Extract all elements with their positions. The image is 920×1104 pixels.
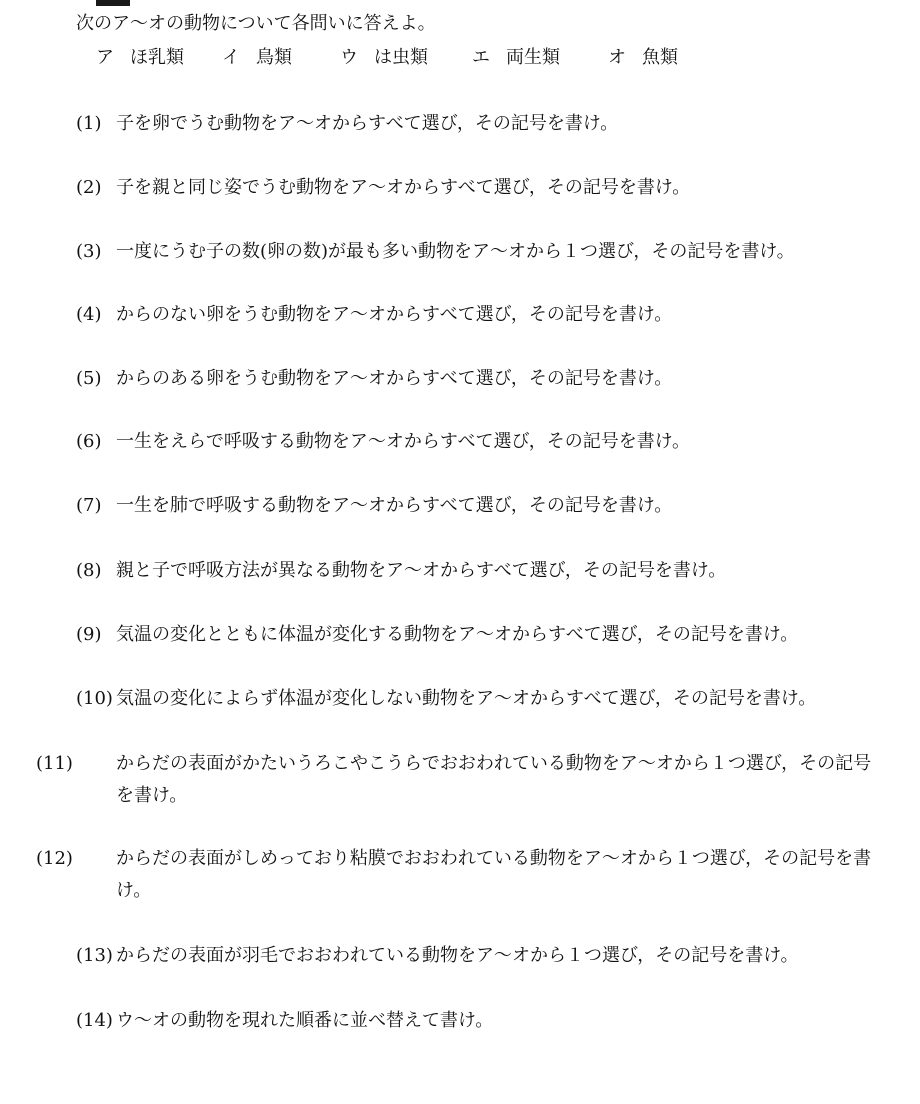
question-number: (4) [76, 304, 102, 325]
question-1 [76, 108, 866, 140]
question-text: 一生を肺で呼吸する動物をア～オからすべて選び，その記号を書け。 [116, 495, 673, 516]
choice-mark: ウ [340, 47, 358, 68]
question-8 [76, 555, 866, 587]
question-3 [76, 236, 866, 268]
choice-label: 両生類 [506, 47, 560, 68]
question-text: からのある卵をうむ動物をア～オからすべて選び，その記号を書け。 [116, 368, 673, 389]
question-text: からだの表面がかたいうろこやこうらでおおわれている動物をア～オから１つ選び，その記号を書け。 [116, 753, 872, 806]
question-number: (7) [76, 495, 102, 516]
question-6 [76, 426, 866, 458]
question-5 [76, 363, 866, 395]
question-4 [76, 299, 866, 331]
question-number: (5) [76, 368, 102, 389]
question-12 [36, 843, 886, 907]
question-number: (6) [76, 431, 102, 452]
question-text: からだの表面が羽毛でおおわれている動物をア～オから１つ選び，その記号を書け。 [116, 945, 799, 966]
question-number: (3) [76, 241, 102, 262]
question-number: (11) [36, 753, 73, 774]
question-number: (8) [76, 560, 102, 581]
choice-mark: ア [96, 47, 114, 68]
choice-label: 魚類 [642, 47, 678, 68]
choice-mark: オ [608, 47, 626, 68]
choice-mark: イ [222, 47, 240, 68]
question-13 [76, 940, 866, 972]
question-text: 一度にうむ子の数(卵の数)が最も多い動物をア～オから１つ選び，その記号を書け。 [116, 241, 795, 262]
choice-c [340, 44, 472, 72]
question-14 [76, 1005, 866, 1037]
question-10 [76, 683, 866, 715]
question-number: (2) [76, 177, 102, 198]
choice-a [96, 44, 222, 72]
question-number: (1) [76, 113, 102, 134]
question-7 [76, 490, 866, 522]
choice-label: ほ乳類 [130, 47, 184, 68]
instructions: 次のア～オの動物について各問いに答えよ。 [76, 13, 436, 34]
question-number: (12) [36, 848, 73, 869]
question-text: からのない卵をうむ動物をア～オからすべて選び，その記号を書け。 [116, 304, 673, 325]
question-text: 一生をえらで呼吸する動物をア～オからすべて選び，その記号を書け。 [116, 431, 691, 452]
section-header-bracket [96, 0, 130, 6]
choice-label: 鳥類 [256, 47, 292, 68]
question-number: (13) [76, 945, 113, 966]
choice-d [472, 44, 608, 72]
question-text: ウ～オの動物を現れた順番に並べ替えて書け。 [116, 1010, 494, 1031]
question-9 [76, 619, 866, 651]
question-text: からだの表面がしめっており粘膜でおおわれている動物をア～オから１つ選び，その記号を書け。 [116, 848, 872, 901]
question-text: 気温の変化とともに体温が変化する動物をア～オからすべて選び，その記号を書け。 [116, 624, 799, 645]
question-text: 親と子で呼吸方法が異なる動物をア～オからすべて選び，その記号を書け。 [116, 560, 727, 581]
animal-choices [96, 44, 708, 72]
question-2 [76, 172, 866, 204]
question-number: (14) [76, 1010, 113, 1031]
choice-label: は虫類 [374, 47, 428, 68]
question-11 [36, 748, 886, 812]
question-number: (9) [76, 624, 102, 645]
choice-e [608, 44, 708, 72]
choice-mark: エ [472, 47, 490, 68]
question-text: 気温の変化によらず体温が変化しない動物をア～オからすべて選び，その記号を書け。 [116, 688, 817, 709]
question-number: (10) [76, 688, 113, 709]
question-text: 子を卵でうむ動物をア～オからすべて選び，その記号を書け。 [116, 113, 619, 134]
question-text: 子を親と同じ姿でうむ動物をア～オからすべて選び，その記号を書け。 [116, 177, 691, 198]
choice-b [222, 44, 340, 72]
